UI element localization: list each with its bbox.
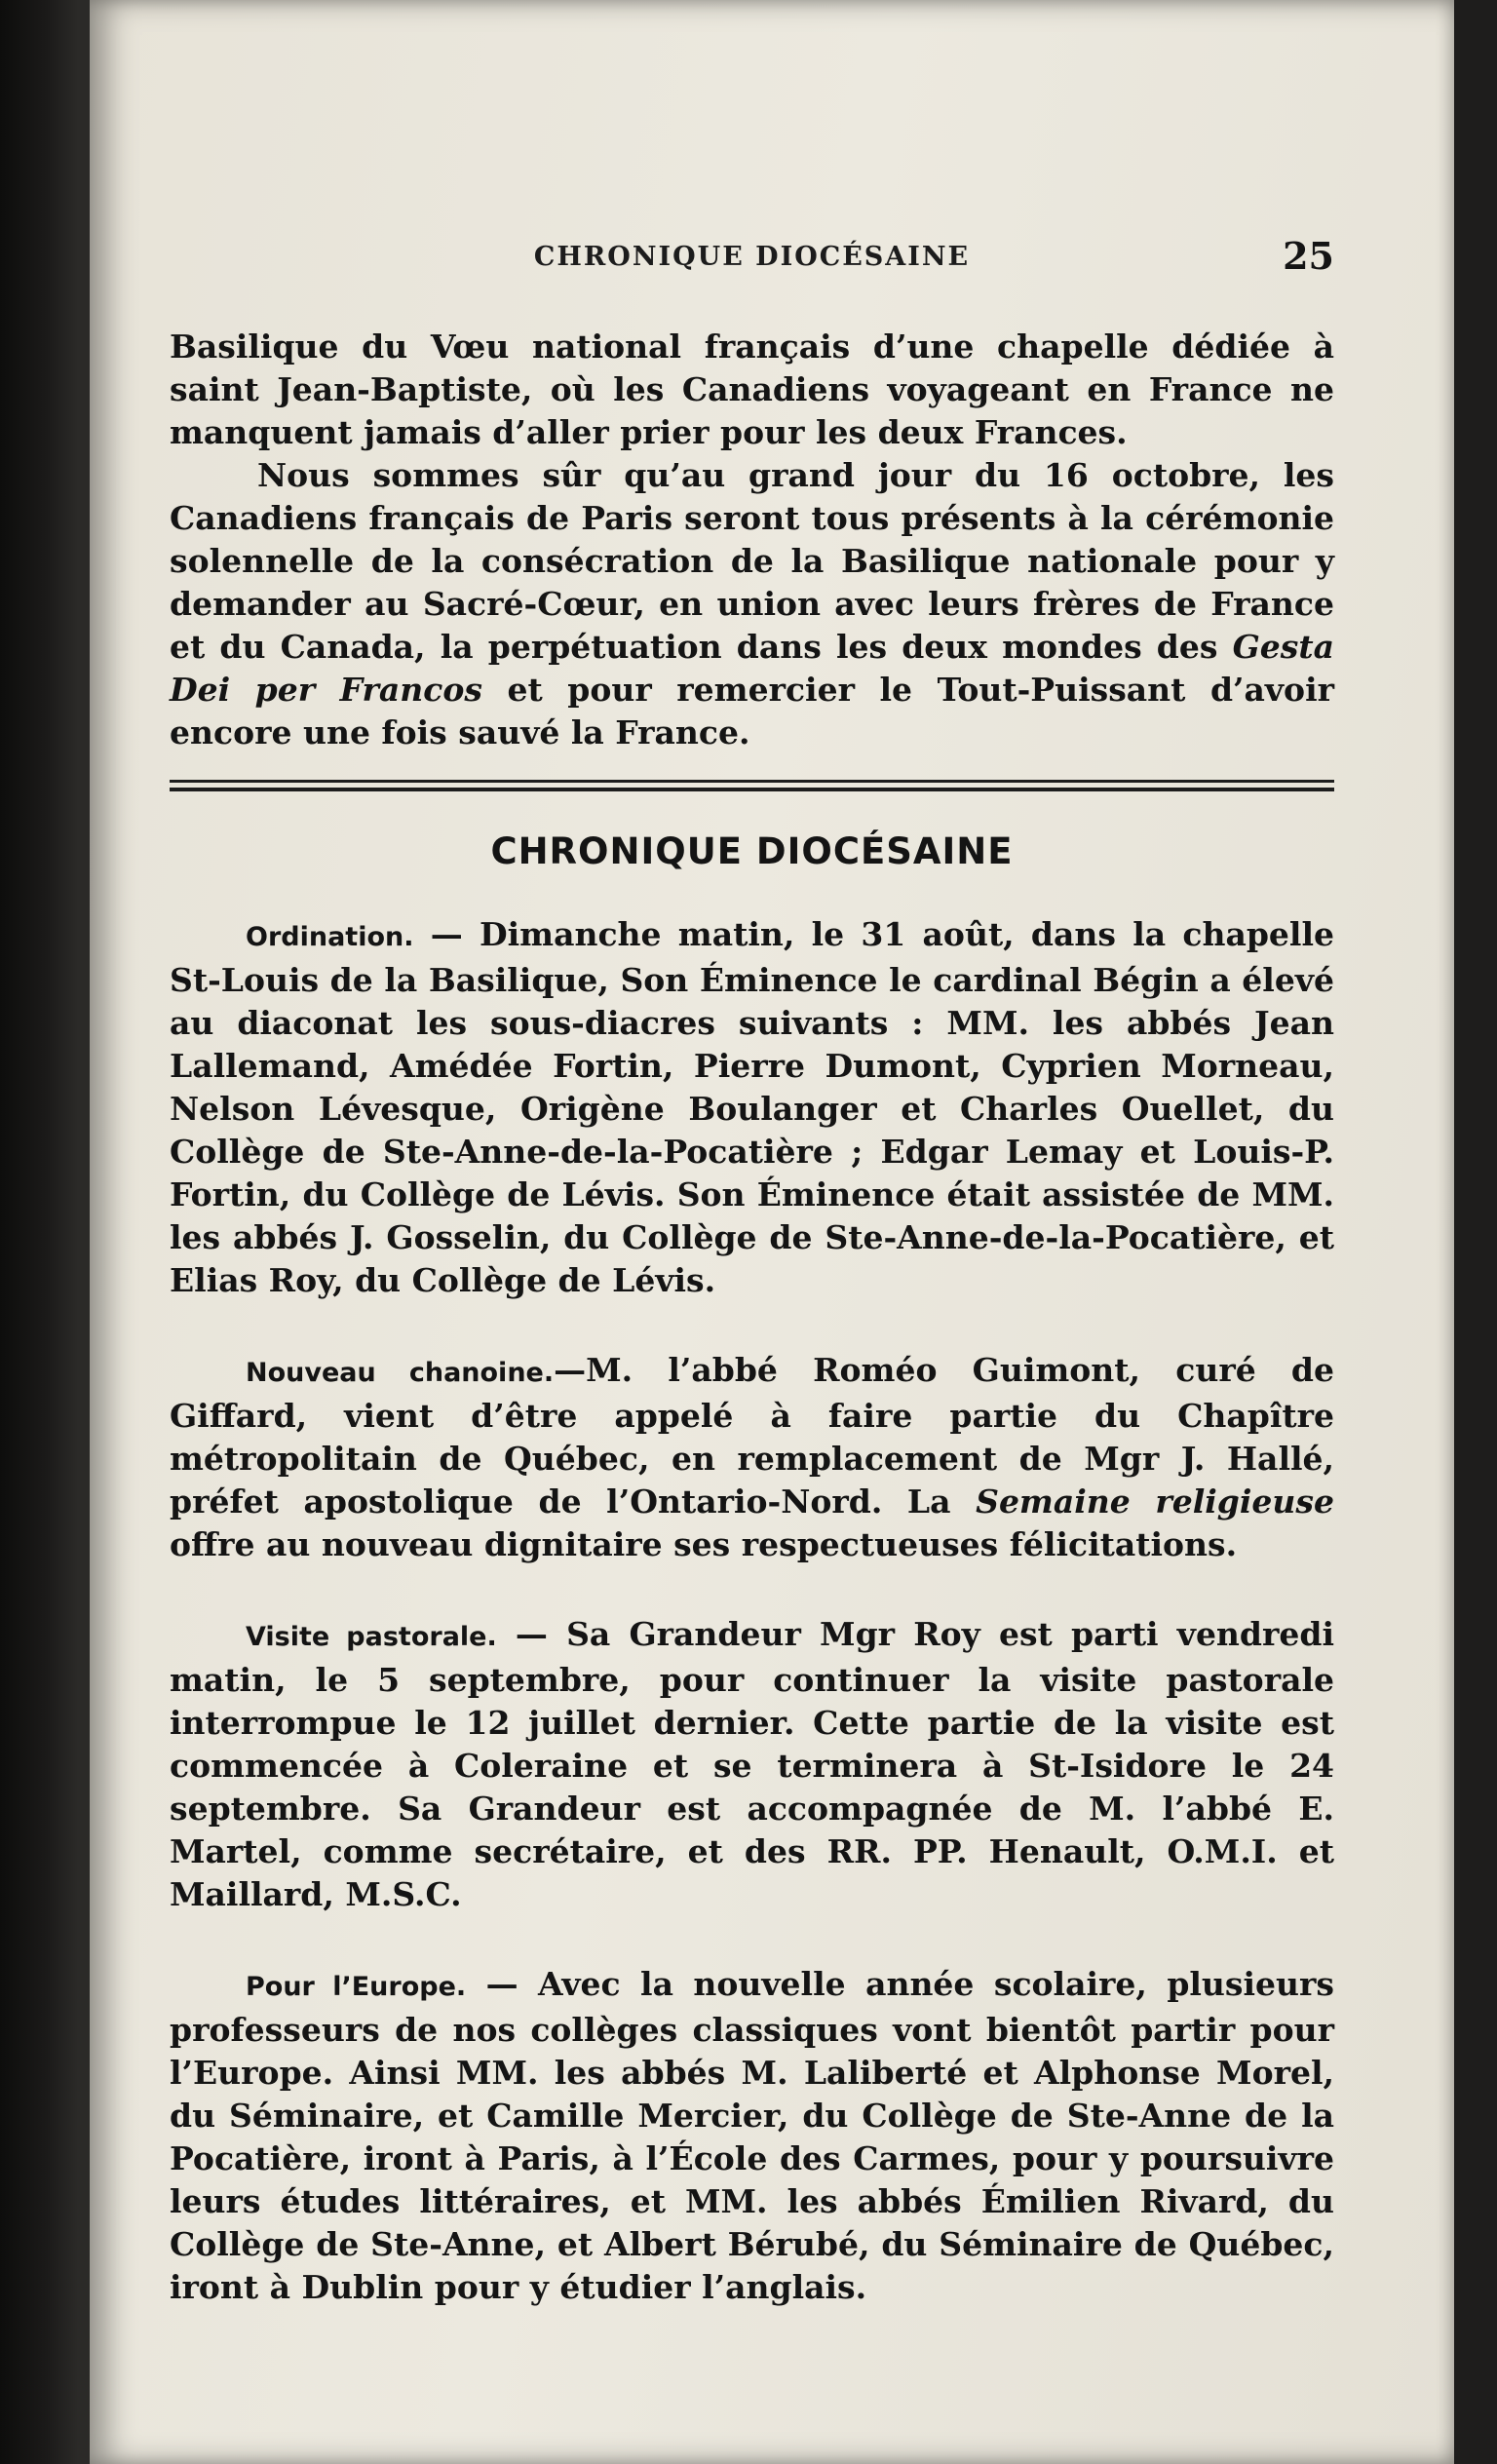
entry-chanoine-publication-title: Semaine religieuse (976, 1482, 1334, 1521)
scan-binding-shadow (0, 0, 78, 2464)
entry-ordination-text: — Dimanche matin, le 31 août, dans la chapelle St-Louis de la Basilique, Son Éminence le cardinal Bégin a élevé au diaconat les sous-diacres suivants : MM. les abbés Jean Lallemand, Amédée Fortin, Pierre Dumont, Cyprien Morneau, Nelson Lévesque, Origène Boulanger et Charles Ouellet, du Collège de Ste-Anne-de-la-Pocatière ; Edgar Lemay et Louis-P. Fortin, du Collège de Lévis. Son Éminence était assistée de MM. les abbés J. Gosselin, du Collège de Ste-Anne-de-la-Pocatière, et Elias Roy, du Collège de Lévis. (170, 915, 1334, 1299)
divider-line-thin (170, 780, 1334, 783)
entry-chanoine-paragraph (170, 1349, 1334, 1566)
intro-paragraph-1: Basilique du Vœu national français d’une chapelle dédiée à saint Jean-Baptiste, où les Canadiens voyageant en France ne manquent jamais d’aller prier pour les deux Frances. (170, 327, 1334, 451)
running-head (170, 234, 1334, 292)
book-page (90, 0, 1454, 2464)
section-title: CHRONIQUE DIOCÉSAINE (490, 830, 1014, 872)
page-content (170, 234, 1334, 2306)
entry-europe-paragraph (170, 1963, 1334, 2309)
entry-chanoine-text-after: offre au nouveau dignitaire ses respectueuses félicitations. (170, 1525, 1238, 1563)
entry-ordination-paragraph (170, 913, 1334, 1302)
intro-p2-latin-phrase: Gesta Dei per Francos (170, 628, 1334, 709)
entry-visite-heading: Visite pastorale. (246, 1622, 497, 1652)
intro-paragraph-2 (170, 454, 1334, 754)
entry-ordination (170, 913, 1334, 1302)
divider-line-thick (170, 788, 1334, 791)
entry-ordination-heading: Ordination. (246, 922, 414, 952)
scan-right-edge (1454, 0, 1497, 2464)
section-divider (170, 780, 1334, 793)
entry-nouveau-chanoine (170, 1349, 1334, 1566)
running-head-title: CHRONIQUE DIOCÉSAINE (533, 242, 971, 272)
entry-europe-heading: Pour l’Europe. (246, 1972, 467, 2002)
entry-europe-text: — Avec la nouvelle année scolaire, plusieurs professeurs de nos collèges classiques vont bientôt partir pour l’Europe. Ainsi MM. les abbés M. Laliberté et Alphonse Morel, du Séminaire, et Camille Mercier, du Collège de Ste-Anne de la Pocatière, iront à Paris, à l’École des Carmes, pour y poursuivre leurs études littéraires, et MM. les abbés Émilien Rivard, du Collège de Ste-Anne, et Albert Bérubé, du Séminaire de Québec, iront à Dublin pour y étudier l’anglais. (170, 1965, 1334, 2306)
page-number: 25 (1283, 234, 1334, 278)
entry-pour-europe (170, 1963, 1334, 2309)
entry-visite-pastorale (170, 1613, 1334, 1916)
intro-p2-text-after: et pour remercier le Tout-Puissant d’avoir encore une fois sauvé la France. (170, 671, 1334, 751)
intro-p2-text-before: Nous sommes sûr qu’au grand jour du 16 octobre, les Canadiens français de Paris seront tous présents à la cérémonie solennelle de la consécration de la Basilique nationale pour y demander au Sacré-Cœur, en union avec leurs frères de France et du Canada, la perpétuation dans les deux mondes des (170, 456, 1334, 666)
entry-chanoine-text-before: —M. l’abbé Roméo Guimont, curé de Giffard, vient d’être appelé à faire partie du Chapître métropolitain de Québec, en remplacement de Mgr J. Hallé, préfet apostolique de l’Ontario-Nord. La (170, 1351, 1334, 1521)
entry-visite-text: — Sa Grandeur Mgr Roy est parti vendredi matin, le 5 septembre, pour continuer la visite pastorale interrompue le 12 juillet dernier. Cette partie de la visite est commencée à Coleraine et se terminera à St-Isidore le 24 septembre. Sa Grandeur est accompagnée de M. l’abbé E. Martel, comme secrétaire, et des RR. PP. Henault, O.M.I. et Maillard, M.S.C. (170, 1615, 1334, 1913)
entry-chanoine-heading: Nouveau chanoine. (246, 1358, 555, 1388)
entry-visite-paragraph (170, 1613, 1334, 1916)
